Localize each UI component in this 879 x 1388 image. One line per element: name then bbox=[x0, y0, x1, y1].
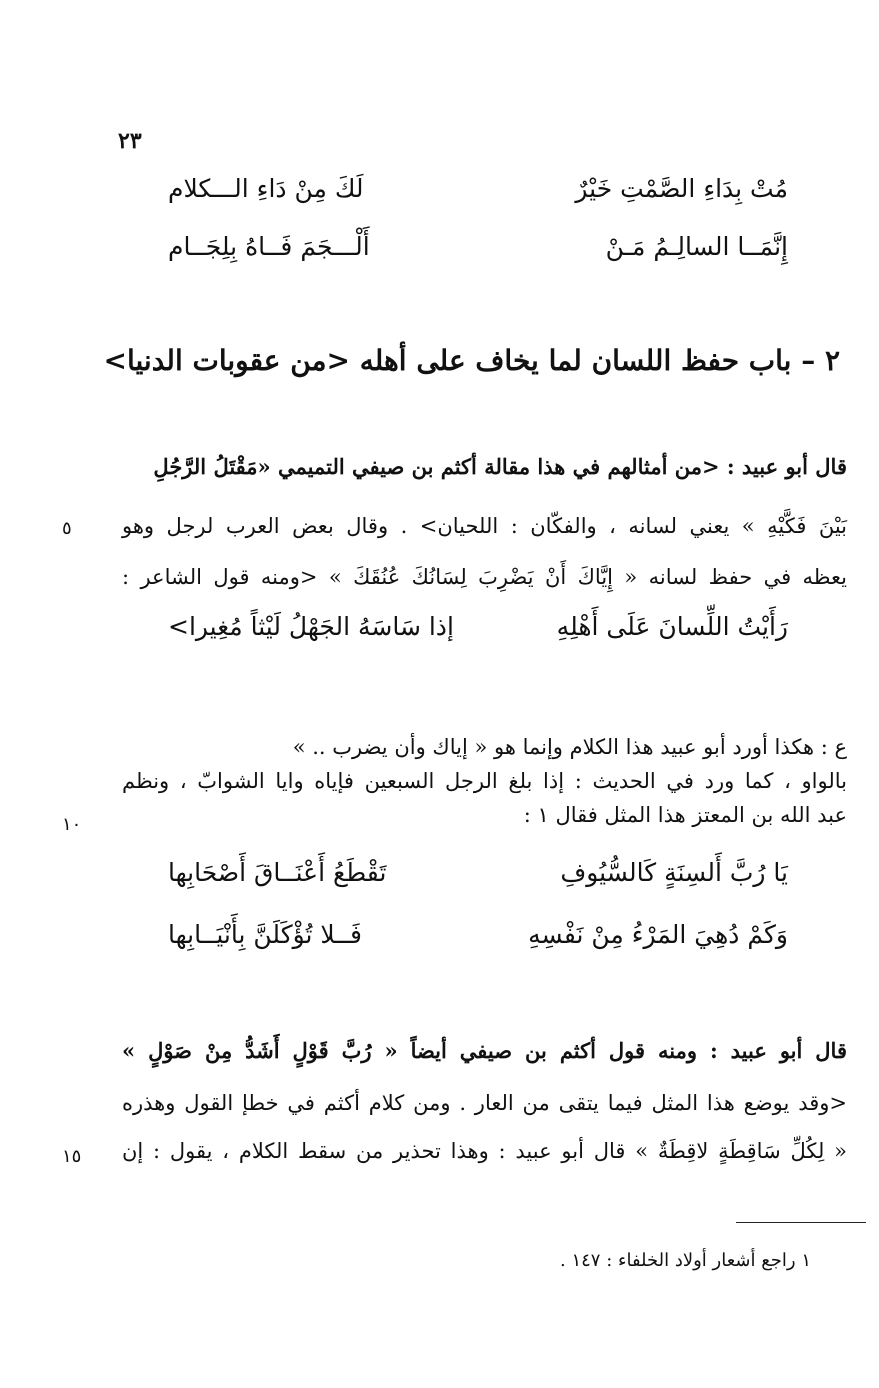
verse-hemistich-first: رَأَيْتُ اللِّسانَ عَلَى أَهْلِهِ bbox=[556, 612, 788, 641]
verse-line bbox=[168, 174, 788, 214]
verse-line bbox=[168, 920, 788, 960]
verse-hemistich-second: فَــلا تُؤْكَلَنَّ بِأَنْيَــابِها bbox=[168, 920, 362, 949]
verse-hemistich-second: أَلْـــجَمَ فَــاهُ بِلِجَــام bbox=[168, 232, 370, 261]
verse-line bbox=[168, 232, 788, 272]
line-number: ٥ bbox=[62, 518, 72, 539]
page-number: ٢٣ bbox=[118, 128, 142, 154]
chapter-heading: ٢ – باب حفظ اللسان لما يخاف على أهله <من عقوبات الدنيا> bbox=[103, 344, 840, 377]
verse-hemistich-second: لَكَ مِنْ دَاءِ الـــكلام bbox=[168, 174, 364, 203]
verse-line bbox=[168, 858, 788, 898]
line-number: ١٠ bbox=[62, 814, 82, 835]
paragraph-line: <وقد يوضع هذا المثل فيما يتقى من العار . ومن كلام أكثم في خطإ القول وهذره bbox=[122, 1091, 847, 1115]
paragraph-line: « لِكُلِّ سَاقِطَةٍ لاقِطَةٌ » قال أبو عبيد : وهذا تحذير من سقط الكلام ، يقول : إن bbox=[122, 1139, 847, 1163]
footnote: ١ راجع أشعار أولاد الخلفاء : ١٤٧ . bbox=[560, 1250, 811, 1271]
paragraph-line: عبد الله بن المعتز هذا المثل فقال ١ : bbox=[523, 803, 847, 827]
paragraph-line: قال أبو عبيد : ومنه قول أكثم بن صيفي أيضاً « رُبَّ قَوْلٍ أَشَدُّ مِنْ صَوْلٍ » bbox=[122, 1038, 847, 1063]
paragraph-line: ع : هكذا أورد أبو عبيد هذا الكلام وإنما هو « إياك وأن يضرب .. » bbox=[292, 735, 847, 759]
verse-hemistich-first: يَا رُبَّ أَلسِنَةٍ كَالسُّيُوفِ bbox=[560, 858, 788, 887]
verse-hemistich-first: إِنَّمَــا السالِـمُ مَـنْ bbox=[605, 232, 788, 261]
verse-hemistich-first: وَكَمْ دُهِيَ المَرْءُ مِنْ نَفْسِهِ bbox=[528, 920, 788, 949]
paragraph-line: بالواو ، كما ورد في الحديث : إذا بلغ الرجل السبعين فإياه وايا الشوابّ ، ونظم bbox=[122, 769, 847, 793]
verse-hemistich-second: تَقْطَعُ أَعْنَــاقَ أَصْحَابِها bbox=[168, 858, 387, 887]
paragraph-line: بَيْنَ فَكَّيْهِ » يعني لسانه ، والفكّان : اللحيان> . وقال بعض العرب لرجل وهو bbox=[122, 514, 847, 538]
paragraph-line: يعظه في حفظ لسانه « إِيَّاكَ أَنْ يَضْرِبَ لِسَانُكَ عُنُقَكَ » <ومنه قول الشاعر : bbox=[122, 565, 847, 589]
verse-hemistich-first: مُتْ بِدَاءِ الصَّمْتِ خَيْرٌ bbox=[575, 174, 788, 203]
paragraph-line: قال أبو عبيد : <من أمثالهم في هذا مقالة أكثم بن صيفي التميمي «مَقْتَلُ الرَّجُلِ bbox=[153, 454, 847, 479]
verse-hemistich-second: إذا سَاسَهُ الجَهْلُ لَيْثاً مُغِيرا> bbox=[168, 612, 454, 641]
line-number: ١٥ bbox=[62, 1146, 82, 1167]
footnote-divider bbox=[736, 1222, 866, 1223]
verse-line bbox=[168, 612, 788, 652]
